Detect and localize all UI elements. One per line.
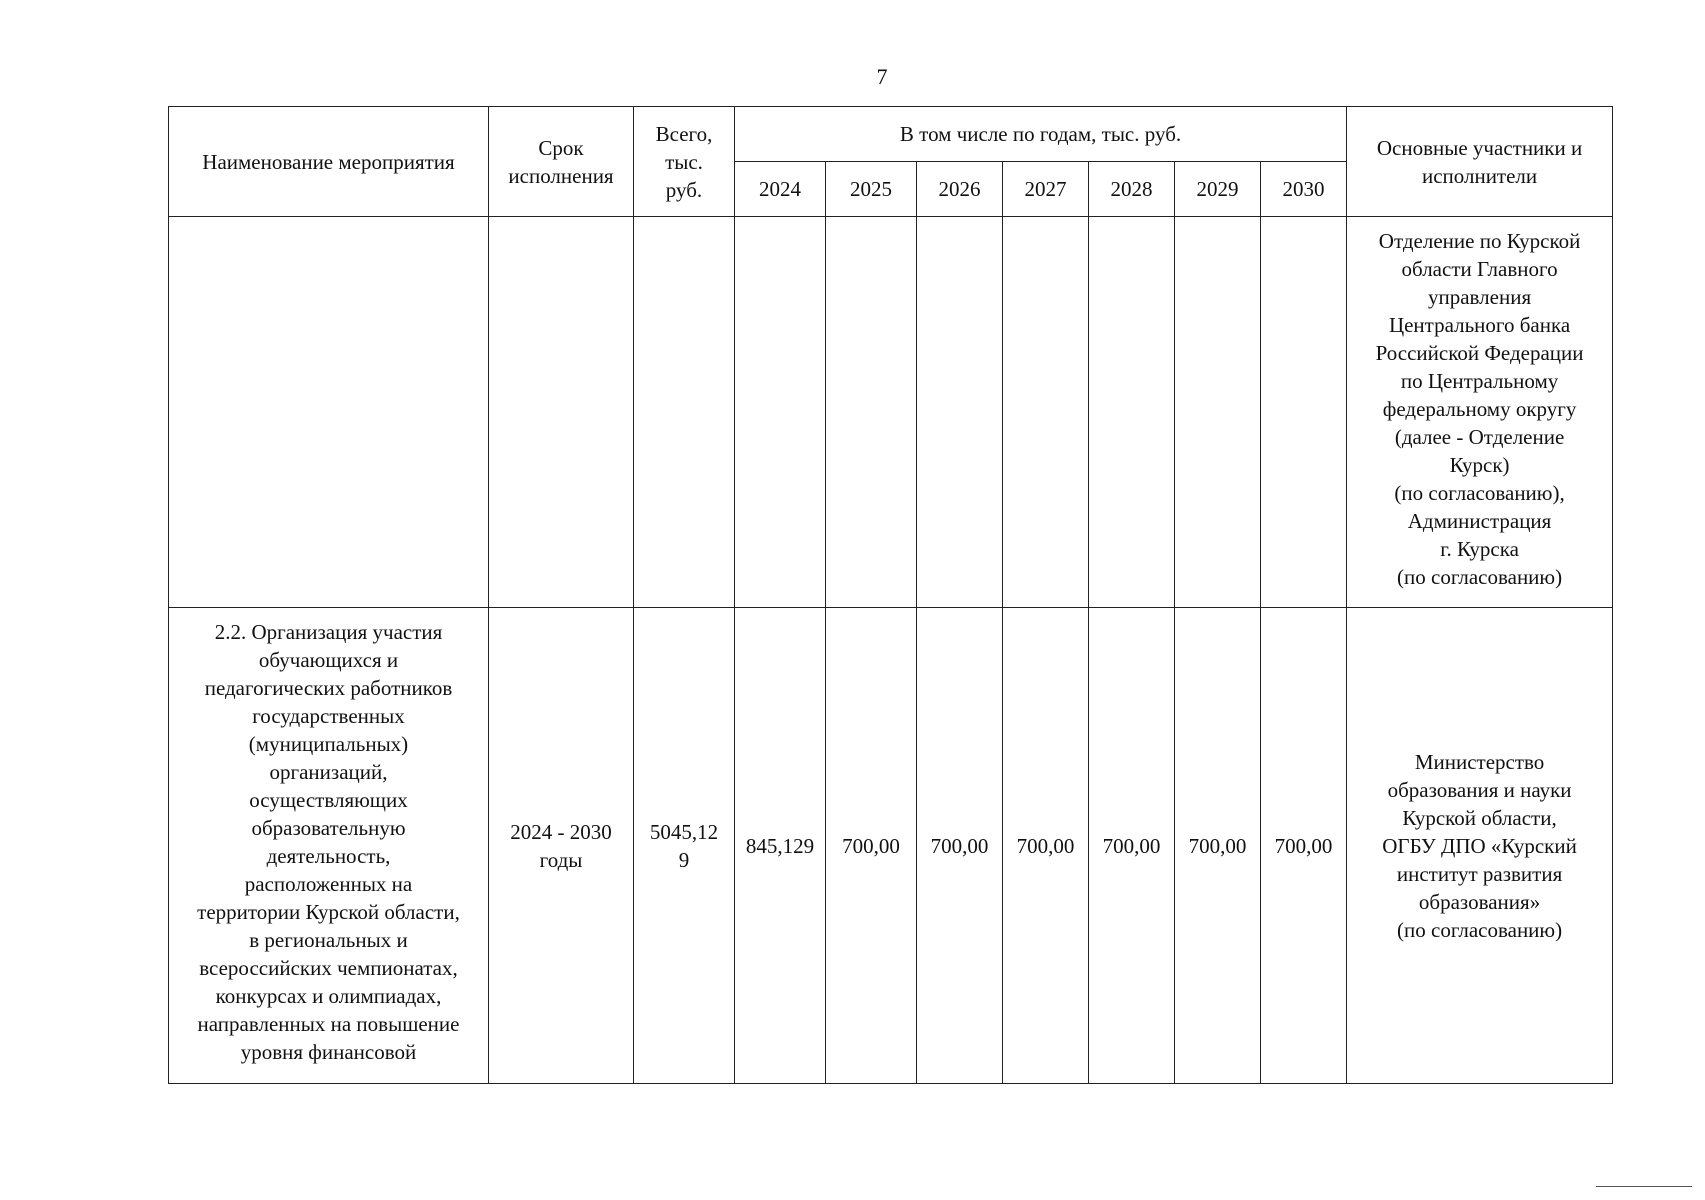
header-total: Всего, тыс. руб. <box>634 107 735 217</box>
cell-year-value: 700,00 <box>1003 608 1089 1084</box>
cell-activity-name <box>169 217 489 608</box>
cell-activity-name: 2.2. Организация участия обучающихся и педагогических работников государственных (муниципальных) организаций, осуществляющих образовательную деятельность, расположенных на территории Курской области, в региональных и всероссийских чемпионатах, конкурсах и олимпиадах, направленных на повышение уровня финансовой <box>169 608 489 1084</box>
header-year: 2026 <box>917 162 1003 217</box>
cell-year-value: 700,00 <box>1175 608 1261 1084</box>
cell-year-value <box>1261 217 1347 608</box>
cell-total: 5045,12 9 <box>634 608 735 1084</box>
cell-term: 2024 - 2030 годы <box>489 608 634 1084</box>
cell-year-value <box>826 217 917 608</box>
cell-year-value: 700,00 <box>1261 608 1347 1084</box>
header-year: 2027 <box>1003 162 1089 217</box>
scan-artifact-line <box>1596 1186 1692 1187</box>
cell-year-value <box>735 217 826 608</box>
activities-table <box>168 106 1613 1084</box>
cell-term <box>489 217 634 608</box>
header-participants: Основные участники и исполнители <box>1347 107 1613 217</box>
header-by-years: В том числе по годам, тыс. руб. <box>735 107 1347 162</box>
cell-total <box>634 217 735 608</box>
cell-year-value: 700,00 <box>826 608 917 1084</box>
cell-year-value <box>1175 217 1261 608</box>
cell-year-value: 700,00 <box>917 608 1003 1084</box>
cell-participants: Министерство образования и науки Курской области, ОГБУ ДПО «Курский институт развития образования» (по согласованию) <box>1347 608 1613 1084</box>
page-number: 7 <box>876 64 888 89</box>
header-year: 2030 <box>1261 162 1347 217</box>
table-header <box>169 107 1613 217</box>
header-year: 2028 <box>1089 162 1175 217</box>
cell-year-value: 845,129 <box>735 608 826 1084</box>
cell-year-value <box>1089 217 1175 608</box>
header-year: 2029 <box>1175 162 1261 217</box>
table-row <box>169 217 1613 608</box>
cell-participants: Отделение по Курской области Главного управления Центрального банка Российской Федерации по Центральному федеральному округу (далее - Отделение Курск) (по согласованию), Администрация г. Курска (по согласованию) <box>1347 217 1613 608</box>
header-term: Срок исполнения <box>489 107 634 217</box>
cell-year-value <box>1003 217 1089 608</box>
cell-year-value <box>917 217 1003 608</box>
header-year: 2024 <box>735 162 826 217</box>
header-year: 2025 <box>826 162 917 217</box>
cell-year-value: 700,00 <box>1089 608 1175 1084</box>
header-activity-name: Наименование мероприятия <box>169 107 489 217</box>
table-row <box>169 608 1613 1084</box>
